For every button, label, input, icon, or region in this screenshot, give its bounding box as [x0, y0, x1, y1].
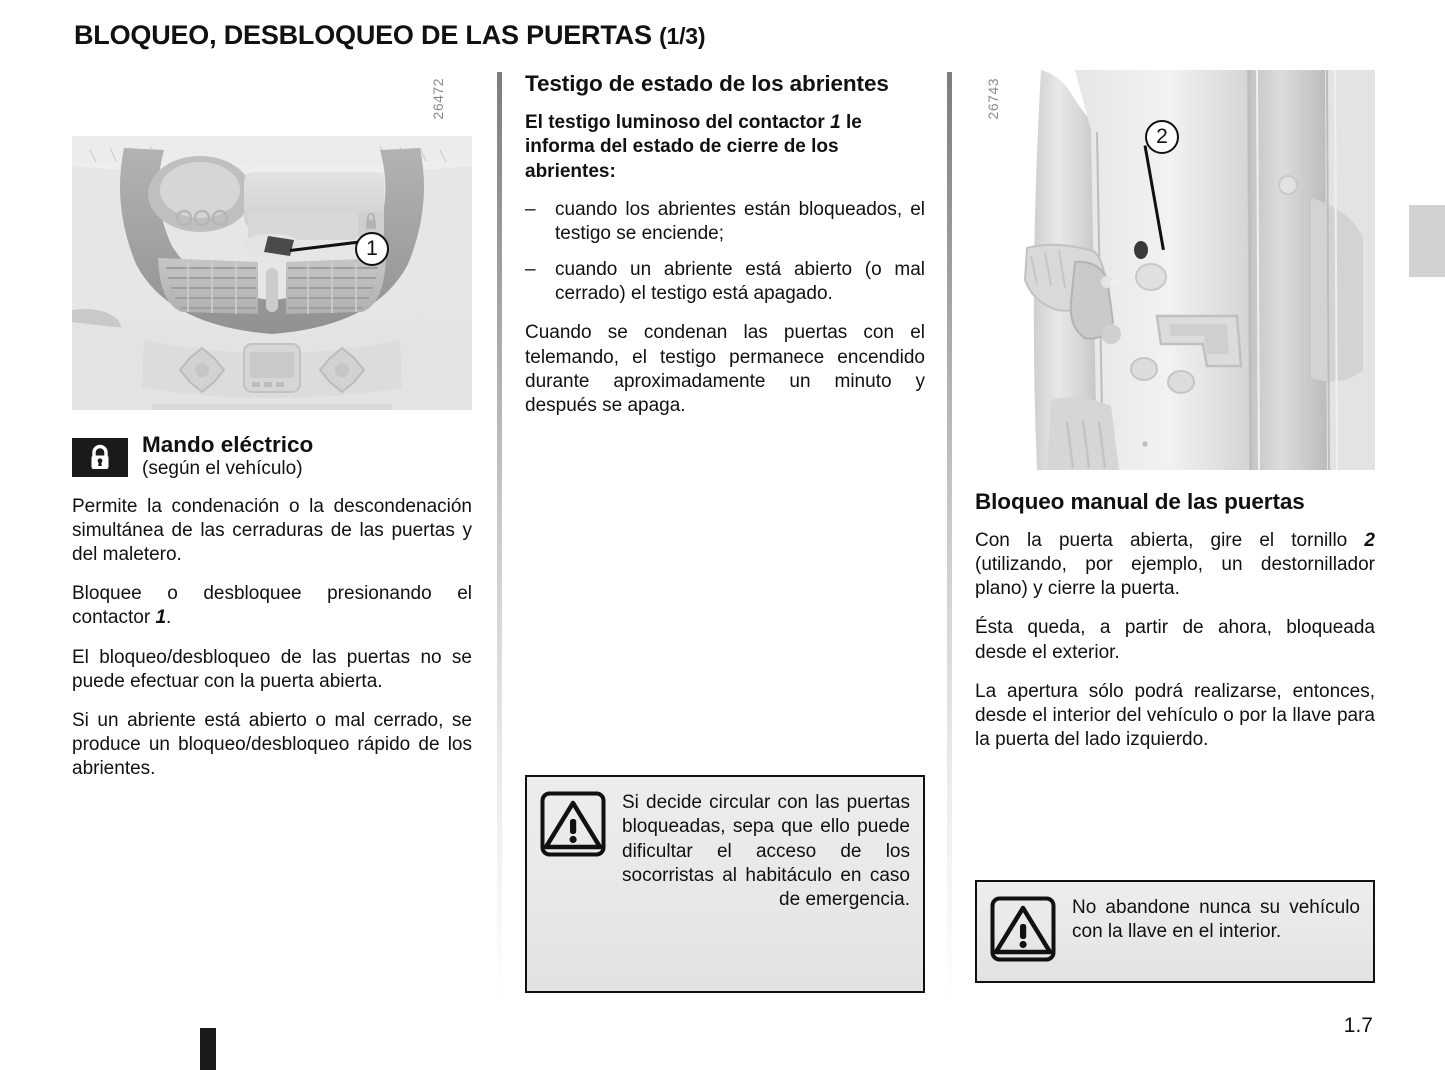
list-item: – cuando los abrientes están bloqueados, el testigo se enciende;: [525, 198, 925, 246]
right-p1-post: (utilizando, por ejemplo, un destornillador plano) y cierre la puerta.: [975, 554, 1375, 600]
page-title-part: (1/3): [659, 23, 706, 49]
left-p2-post: .: [166, 607, 172, 629]
middle-heading: Testigo de estado de los abrientes: [525, 71, 889, 96]
padlock-glyph: [87, 444, 113, 471]
middle-lead-pre: El testigo luminoso del contactor: [525, 112, 831, 133]
warning-text-right: No abandone nunca su vehículo con la llave en el interior.: [1072, 897, 1360, 943]
dashboard-illustration: [72, 136, 472, 410]
callout-1: 1: [355, 232, 389, 266]
right-paragraph-1: [975, 529, 1375, 601]
left-paragraph-2: [72, 582, 472, 630]
page-number: 1.7: [1343, 1014, 1373, 1037]
middle-bullet-list: [525, 198, 925, 307]
left-p2-pre: Bloquee o desbloquee presionando el contactor: [72, 583, 472, 629]
door-pillar-figure: [975, 70, 1375, 470]
middle-paragraph: Cuando se condenan las puertas con el telemando, el testigo permanece encendido durante aproximadamente un minuto y después se apaga.: [525, 322, 925, 416]
warning-box-middle: [525, 775, 925, 993]
column-divider-left: [497, 72, 502, 1002]
right-column: [975, 70, 1375, 943]
list-item: – cuando un abriente está abierto (o mal cerrado) el testigo está apagado.: [525, 258, 925, 306]
door-pillar-illustration: [1011, 70, 1375, 470]
right-paragraph-3: La apertura sólo podrá realizarse, entonces, desde el interior del vehículo o por la llave para la puerta del lado izquierdo.: [975, 680, 1375, 750]
dashboard-image: [72, 136, 472, 410]
middle-lead-post: le informa del estado de cierre de los abrientes:: [525, 112, 862, 182]
warning-box-right: [975, 880, 1375, 983]
page-title: [74, 20, 705, 51]
edge-tab-marker: [1409, 205, 1445, 277]
right-p1-pre: Con la puerta abierta, gire el tornillo: [975, 530, 1365, 551]
left-paragraph-1: Permite la condenación o la descondenación simultánea de las cerraduras de las puertas y del maletero.: [72, 495, 472, 566]
left-subheading: (según el vehículo): [142, 458, 303, 480]
right-p1-ref: 2: [1364, 530, 1375, 551]
warning-triangle-glyph: [990, 896, 1056, 962]
bottom-registration-mark: [200, 1028, 216, 1070]
callout-2: 2: [1145, 120, 1179, 154]
left-paragraph-4: Si un abriente está abierto o mal cerrado, se produce un bloqueo/desbloqueo rápido de los abrientes.: [72, 709, 472, 780]
left-heading: Mando eléctrico: [142, 432, 314, 457]
warning-triangle-glyph: [540, 791, 606, 857]
left-paragraph-3: El bloqueo/desbloqueo de las puertas no se puede efectuar con la puerta abierta.: [72, 646, 472, 692]
warning-triangle-icon: [540, 791, 612, 862]
middle-lead-ref: 1: [830, 112, 841, 133]
warning-triangle-icon: [990, 896, 1062, 967]
figure-reference-number: 26743: [985, 78, 1001, 120]
middle-lead: [525, 111, 925, 184]
door-pillar-image: [1011, 70, 1375, 470]
page-title-main: BLOQUEO, DESBLOQUEO DE LAS PUERTAS: [74, 20, 652, 50]
right-paragraph-2: Ésta queda, a partir de ahora, bloqueada desde el exterior.: [975, 617, 1375, 663]
right-heading: Bloqueo manual de las puertas: [975, 489, 1305, 514]
left-column: [72, 70, 472, 796]
left-p2-ref: 1: [155, 607, 167, 629]
lock-icon: [72, 438, 128, 477]
dashboard-figure: [72, 70, 472, 410]
warning-text-middle: Si decide circular con las puertas bloqueadas, sepa que ello puede dificultar el acceso de los socorristas al habitáculo en caso de emergencia.: [622, 792, 910, 911]
figure-reference-number: 26472: [430, 78, 446, 120]
column-divider-right: [947, 72, 952, 1002]
mando-electrico-header: [72, 432, 472, 481]
middle-column: [525, 70, 925, 911]
